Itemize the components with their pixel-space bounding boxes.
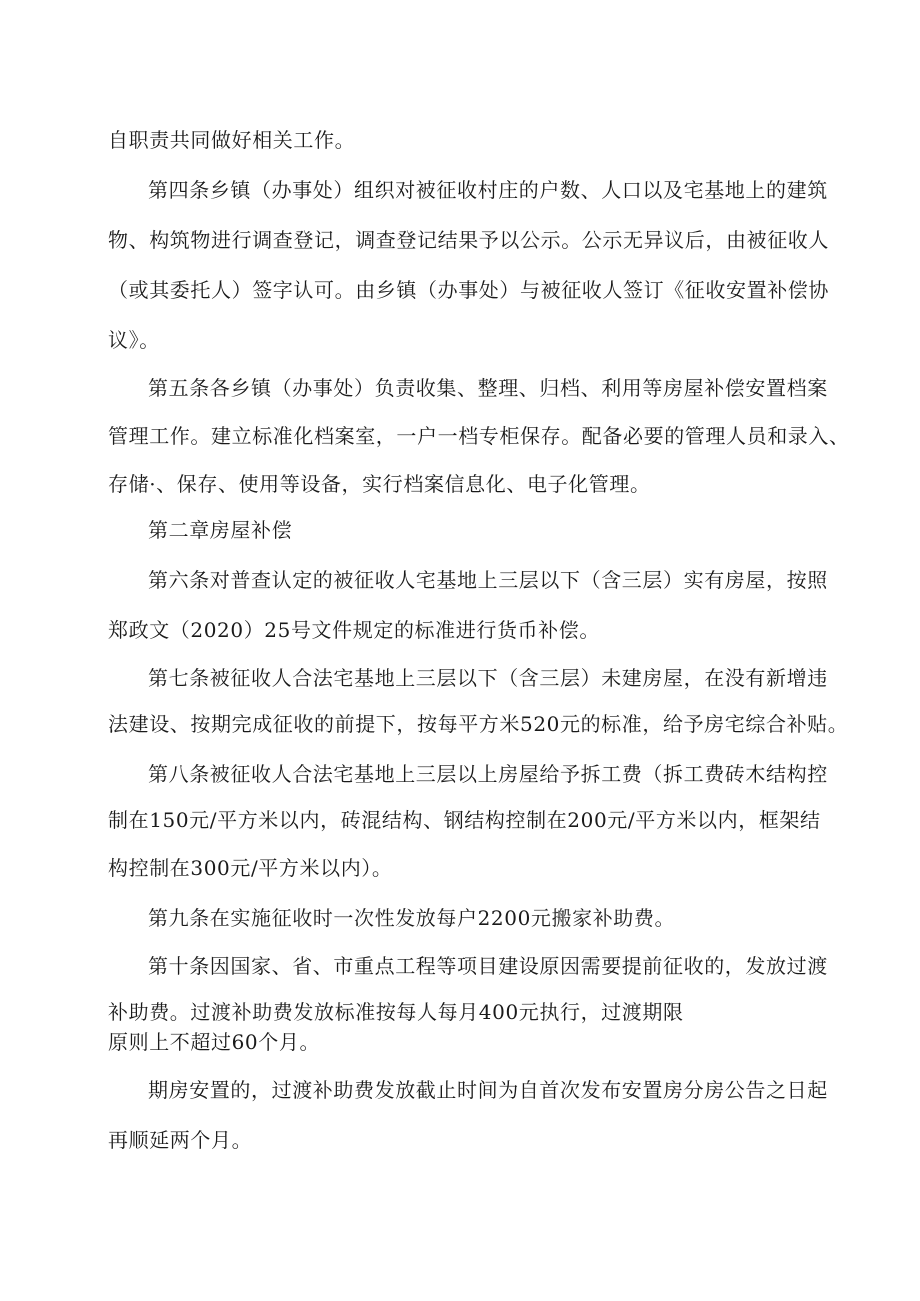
- paragraph-line: 构控制在300元/平方米以内）。: [108, 856, 393, 880]
- paragraph-line: 自职责共同做好相关工作。: [108, 128, 356, 152]
- paragraph-line: 再顺延两个月。: [108, 1128, 253, 1152]
- paragraph-line: 第九条在实施征收时一次性发放每户2200元搬家补助费。: [148, 906, 676, 930]
- paragraph-line: 第七条被征收人合法宅基地上三层以下（含三层）未建房屋，在没有新增违: [148, 666, 828, 690]
- paragraph-line: 议》。: [108, 328, 160, 352]
- paragraph-line: 法建设、按期完成征收的前提下，按每平方米520元的标准，给予房宅综合补贴。: [108, 712, 849, 736]
- paragraph-line: 第十条因国家、省、市重点工程等项目建设原因需要提前征收的，发放过渡: [148, 954, 828, 978]
- paragraph-line: 补助费。过渡补助费发放标准按每人每月400元执行，过渡期限: [108, 1000, 684, 1024]
- paragraph-line: 第六条对普查认定的被征收人宅基地上三层以下（含三层）实有房屋，按照: [148, 568, 828, 592]
- paragraph-line: 物、构筑物进行调查登记，调查登记结果予以公示。公示无异议后，由被征收人: [108, 228, 829, 252]
- paragraph-line: （或其委托人）签字认可。由乡镇（办事处）与被征收人签订《征收安置补偿协: [108, 278, 829, 302]
- paragraph-line: 期房安置的，过渡补助费发放截止时间为自首次发布安置房分房公告之日起: [148, 1078, 828, 1102]
- paragraph-line: 管理工作。建立标准化档案室，一户一档专柜保存。配备必要的管理人员和录入、: [108, 424, 850, 448]
- chapter-heading: 第二章房屋补偿: [148, 518, 293, 542]
- paragraph-line: 第四条乡镇（办事处）组织对被征收村庄的户数、人口以及宅基地上的建筑: [148, 178, 828, 202]
- paragraph-line: 制在150元/平方米以内，砖混结构、钢结构控制在200元/平方米以内，框架结: [108, 808, 821, 832]
- paragraph-line: 第八条被征收人合法宅基地上三层以上房屋给予拆工费（拆工费砖木结构控: [148, 762, 828, 786]
- paragraph-line: 原则上不超过60个月。: [108, 1030, 321, 1054]
- paragraph-line: 第五条各乡镇（办事处）负责收集、整理、归档、利用等房屋补偿安置档案: [148, 376, 828, 400]
- paragraph-line: 存储·、保存、使用等设备，实行档案信息化、电子化管理。: [108, 472, 651, 496]
- paragraph-line: 郑政文（2020）25号文件规定的标准进行货币补偿。: [108, 618, 600, 642]
